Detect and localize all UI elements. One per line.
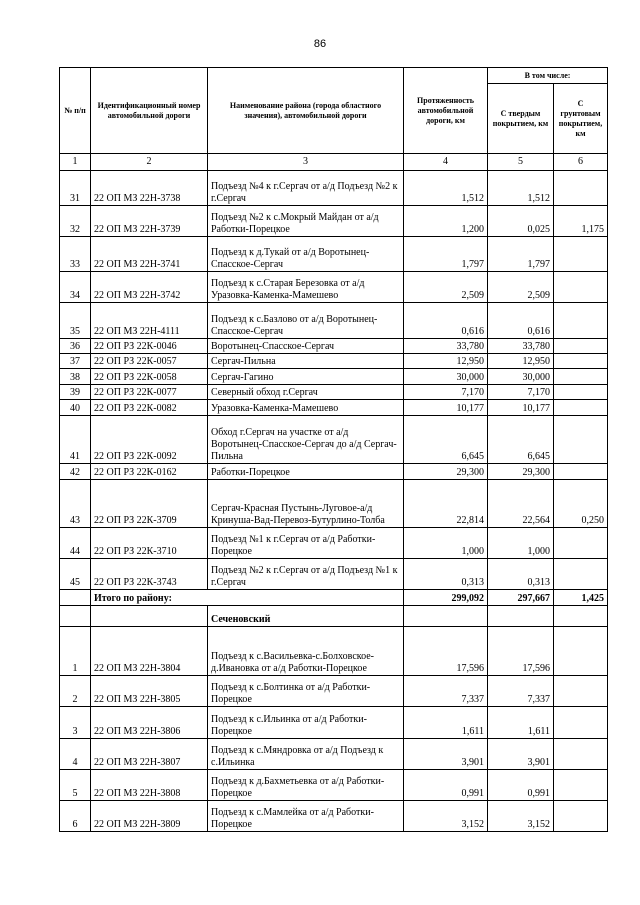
dirt-surface-length xyxy=(554,739,608,770)
road-id: 22 ОП РЗ 22К-3743 xyxy=(91,559,208,590)
table-row xyxy=(60,303,608,339)
road-id: 22 ОП МЗ 22Н-3739 xyxy=(91,206,208,237)
road-id: 22 ОП РЗ 22К-3709 xyxy=(91,480,208,528)
table-row xyxy=(60,801,608,832)
total-hard-surface: 297,667 xyxy=(488,590,554,606)
hard-surface-length: 0,025 xyxy=(488,206,554,237)
hard-surface-length: 1,611 xyxy=(488,707,554,739)
road-name: Подъезд к с.Васильевка-с.Болховское-д.Ивановка от а/д Работки-Порецкое xyxy=(208,627,404,676)
road-name: Подъезд к с.Мяндровка от а/д Подъезд к с.Ильинка xyxy=(208,739,404,770)
hard-surface-length: 7,337 xyxy=(488,676,554,707)
table-row xyxy=(60,369,608,385)
road-id: 22 ОП МЗ 22Н-4111 xyxy=(91,303,208,339)
road-name: Обход г.Сергач на участке от а/д Воротынец-Спасское-Сергач до а/д Сергач-Пильна xyxy=(208,416,404,464)
table-row xyxy=(60,676,608,707)
road-name: Работки-Порецкое xyxy=(208,464,404,480)
row-number: 33 xyxy=(60,237,91,272)
table-row xyxy=(60,237,608,272)
dirt-surface-length: 0,250 xyxy=(554,480,608,528)
road-id: 22 ОП МЗ 22Н-3741 xyxy=(91,237,208,272)
road-id: 22 ОП РЗ 22К-0082 xyxy=(91,400,208,416)
dirt-surface-length xyxy=(554,339,608,354)
hard-surface-length: 0,313 xyxy=(488,559,554,590)
row-number: 1 xyxy=(60,627,91,676)
dirt-surface-length xyxy=(554,528,608,559)
table-row xyxy=(60,707,608,739)
row-number: 3 xyxy=(60,707,91,739)
table-row xyxy=(60,354,608,369)
row-number: 36 xyxy=(60,339,91,354)
total-label: Итого по району: xyxy=(91,590,404,606)
road-length: 33,780 xyxy=(404,339,488,354)
hard-surface-length: 2,509 xyxy=(488,272,554,303)
road-id: 22 ОП МЗ 22Н-3742 xyxy=(91,272,208,303)
road-length: 1,512 xyxy=(404,171,488,206)
dirt-surface-length xyxy=(554,676,608,707)
row-number: 45 xyxy=(60,559,91,590)
header-name: Наименование района (города областного значения), автомобильной дороги xyxy=(208,68,404,154)
road-length: 30,000 xyxy=(404,369,488,385)
total-dirt-surface: 1,425 xyxy=(554,590,608,606)
road-id: 22 ОП МЗ 22Н-3806 xyxy=(91,707,208,739)
row-number: 5 xyxy=(60,770,91,801)
hard-surface-length: 1,000 xyxy=(488,528,554,559)
road-id: 22 ОП РЗ 22К-0092 xyxy=(91,416,208,464)
hard-surface-length: 3,152 xyxy=(488,801,554,832)
empty-cell xyxy=(91,606,208,627)
road-id: 22 ОП РЗ 22К-0058 xyxy=(91,369,208,385)
total-length: 299,092 xyxy=(404,590,488,606)
table-row xyxy=(60,206,608,237)
road-name: Подъезд к д.Тукай от а/д Воротынец-Спасское-Сергач xyxy=(208,237,404,272)
road-id: 22 ОП МЗ 22Н-3807 xyxy=(91,739,208,770)
section-title: Сеченовский xyxy=(208,606,404,627)
road-id: 22 ОП РЗ 22К-0057 xyxy=(91,354,208,369)
hard-surface-length: 10,177 xyxy=(488,400,554,416)
hard-surface-length: 7,170 xyxy=(488,385,554,400)
dirt-surface-length xyxy=(554,770,608,801)
header-id: Идентификационный номер автомобильной дороги xyxy=(91,68,208,154)
road-id: 22 ОП МЗ 22Н-3808 xyxy=(91,770,208,801)
header-hard-surface: С твердым покрытием, км xyxy=(488,84,554,154)
dirt-surface-length xyxy=(554,272,608,303)
roads-table xyxy=(59,67,608,832)
table-row xyxy=(60,559,608,590)
hard-surface-length: 1,512 xyxy=(488,171,554,206)
dirt-surface-length xyxy=(554,237,608,272)
header-length: Протяженность автомобильной дороги, км xyxy=(404,68,488,154)
table-row xyxy=(60,339,608,354)
dirt-surface-length xyxy=(554,385,608,400)
road-length: 1,200 xyxy=(404,206,488,237)
table-body xyxy=(60,171,608,832)
table-row xyxy=(60,272,608,303)
road-length: 3,152 xyxy=(404,801,488,832)
road-name: Сергач-Пильна xyxy=(208,354,404,369)
table-row xyxy=(60,171,608,206)
road-length: 7,337 xyxy=(404,676,488,707)
column-numbers-row xyxy=(60,154,608,171)
road-length: 0,991 xyxy=(404,770,488,801)
hard-surface-length: 17,596 xyxy=(488,627,554,676)
column-number: 3 xyxy=(208,154,404,171)
column-number: 1 xyxy=(60,154,91,171)
row-number: 42 xyxy=(60,464,91,480)
row-number: 2 xyxy=(60,676,91,707)
row-number: 40 xyxy=(60,400,91,416)
hard-surface-length: 0,991 xyxy=(488,770,554,801)
table-row xyxy=(60,528,608,559)
hard-surface-length: 1,797 xyxy=(488,237,554,272)
road-length: 7,170 xyxy=(404,385,488,400)
hard-surface-length: 33,780 xyxy=(488,339,554,354)
road-id: 22 ОП РЗ 22К-0162 xyxy=(91,464,208,480)
hard-surface-length: 29,300 xyxy=(488,464,554,480)
table-row xyxy=(60,480,608,528)
road-length: 0,616 xyxy=(404,303,488,339)
road-name: Сергач-Гагино xyxy=(208,369,404,385)
road-length: 12,950 xyxy=(404,354,488,369)
row-number: 31 xyxy=(60,171,91,206)
dirt-surface-length xyxy=(554,416,608,464)
empty-cell xyxy=(554,606,608,627)
road-name: Северный обход г.Сергач xyxy=(208,385,404,400)
table-row xyxy=(60,770,608,801)
dirt-surface-length xyxy=(554,303,608,339)
road-length: 17,596 xyxy=(404,627,488,676)
road-name: Подъезд №4 к г.Сергач от а/д Подъезд №2 к г.Сергач xyxy=(208,171,404,206)
road-name: Воротынец-Спасское-Сергач xyxy=(208,339,404,354)
road-id: 22 ОП РЗ 22К-3710 xyxy=(91,528,208,559)
road-length: 1,000 xyxy=(404,528,488,559)
hard-surface-length: 0,616 xyxy=(488,303,554,339)
column-number: 4 xyxy=(404,154,488,171)
row-number: 32 xyxy=(60,206,91,237)
row-number: 34 xyxy=(60,272,91,303)
road-length: 1,611 xyxy=(404,707,488,739)
column-number: 5 xyxy=(488,154,554,171)
road-name: Подъезд к с.Ильинка от а/д Работки-Порецкое xyxy=(208,707,404,739)
road-name: Подъезд №2 к с.Мокрый Майдан от а/д Работки-Порецкое xyxy=(208,206,404,237)
road-length: 29,300 xyxy=(404,464,488,480)
header-including: В том числе: xyxy=(488,68,608,84)
empty-cell xyxy=(60,606,91,627)
road-name: Подъезд к с.Базлово от а/д Воротынец-Спасское-Сергач xyxy=(208,303,404,339)
header-num: № п/п xyxy=(60,68,91,154)
dirt-surface-length xyxy=(554,171,608,206)
row-number: 37 xyxy=(60,354,91,369)
row-number: 44 xyxy=(60,528,91,559)
hard-surface-length: 22,564 xyxy=(488,480,554,528)
total-row xyxy=(60,590,608,606)
row-number: 6 xyxy=(60,801,91,832)
road-id: 22 ОП МЗ 22Н-3738 xyxy=(91,171,208,206)
road-name: Подъезд к с.Болтинка от а/д Работки-Порецкое xyxy=(208,676,404,707)
header-dirt-surface: С грунтовым покрытием, км xyxy=(554,84,608,154)
road-name: Подъезд к с.Мамлейка от а/д Работки-Порецкое xyxy=(208,801,404,832)
row-number: 4 xyxy=(60,739,91,770)
row-number: 39 xyxy=(60,385,91,400)
road-name: Подъезд №1 к г.Сергач от а/д Работки-Порецкое xyxy=(208,528,404,559)
section-row xyxy=(60,606,608,627)
road-id: 22 ОП МЗ 22Н-3805 xyxy=(91,676,208,707)
dirt-surface-length xyxy=(554,400,608,416)
row-number: 38 xyxy=(60,369,91,385)
table-row xyxy=(60,627,608,676)
empty-cell xyxy=(488,606,554,627)
dirt-surface-length xyxy=(554,464,608,480)
hard-surface-length: 12,950 xyxy=(488,354,554,369)
page-number: 86 xyxy=(313,38,327,50)
row-number: 43 xyxy=(60,480,91,528)
table-row xyxy=(60,739,608,770)
hard-surface-length: 6,645 xyxy=(488,416,554,464)
road-length: 3,901 xyxy=(404,739,488,770)
road-name: Подъезд №2 к г.Сергач от а/д Подъезд №1 к г.Сергач xyxy=(208,559,404,590)
dirt-surface-length xyxy=(554,354,608,369)
table-row xyxy=(60,416,608,464)
dirt-surface-length xyxy=(554,559,608,590)
road-name: Подъезд к с.Старая Березовка от а/д Уразовка-Каменка-Мамешево xyxy=(208,272,404,303)
road-name: Уразовка-Каменка-Мамешево xyxy=(208,400,404,416)
road-length: 1,797 xyxy=(404,237,488,272)
table-row xyxy=(60,385,608,400)
road-length: 0,313 xyxy=(404,559,488,590)
road-id: 22 ОП МЗ 22Н-3809 xyxy=(91,801,208,832)
road-length: 2,509 xyxy=(404,272,488,303)
row-number: 41 xyxy=(60,416,91,464)
table-row xyxy=(60,464,608,480)
table-row xyxy=(60,400,608,416)
hard-surface-length: 30,000 xyxy=(488,369,554,385)
dirt-surface-length: 1,175 xyxy=(554,206,608,237)
dirt-surface-length xyxy=(554,801,608,832)
road-id: 22 ОП РЗ 22К-0046 xyxy=(91,339,208,354)
dirt-surface-length xyxy=(554,369,608,385)
empty-cell xyxy=(404,606,488,627)
column-number: 6 xyxy=(554,154,608,171)
road-name: Сергач-Красная Пустынь-Луговое-а/д Кринуша-Вад-Перевоз-Бутурлино-Толба xyxy=(208,480,404,528)
dirt-surface-length xyxy=(554,707,608,739)
road-length: 6,645 xyxy=(404,416,488,464)
road-id: 22 ОП МЗ 22Н-3804 xyxy=(91,627,208,676)
dirt-surface-length xyxy=(554,627,608,676)
road-id: 22 ОП РЗ 22К-0077 xyxy=(91,385,208,400)
hard-surface-length: 3,901 xyxy=(488,739,554,770)
empty-cell xyxy=(60,590,91,606)
road-length: 10,177 xyxy=(404,400,488,416)
column-number: 2 xyxy=(91,154,208,171)
road-name: Подъезд к д.Бахметьевка от а/д Работки-Порецкое xyxy=(208,770,404,801)
road-length: 22,814 xyxy=(404,480,488,528)
row-number: 35 xyxy=(60,303,91,339)
